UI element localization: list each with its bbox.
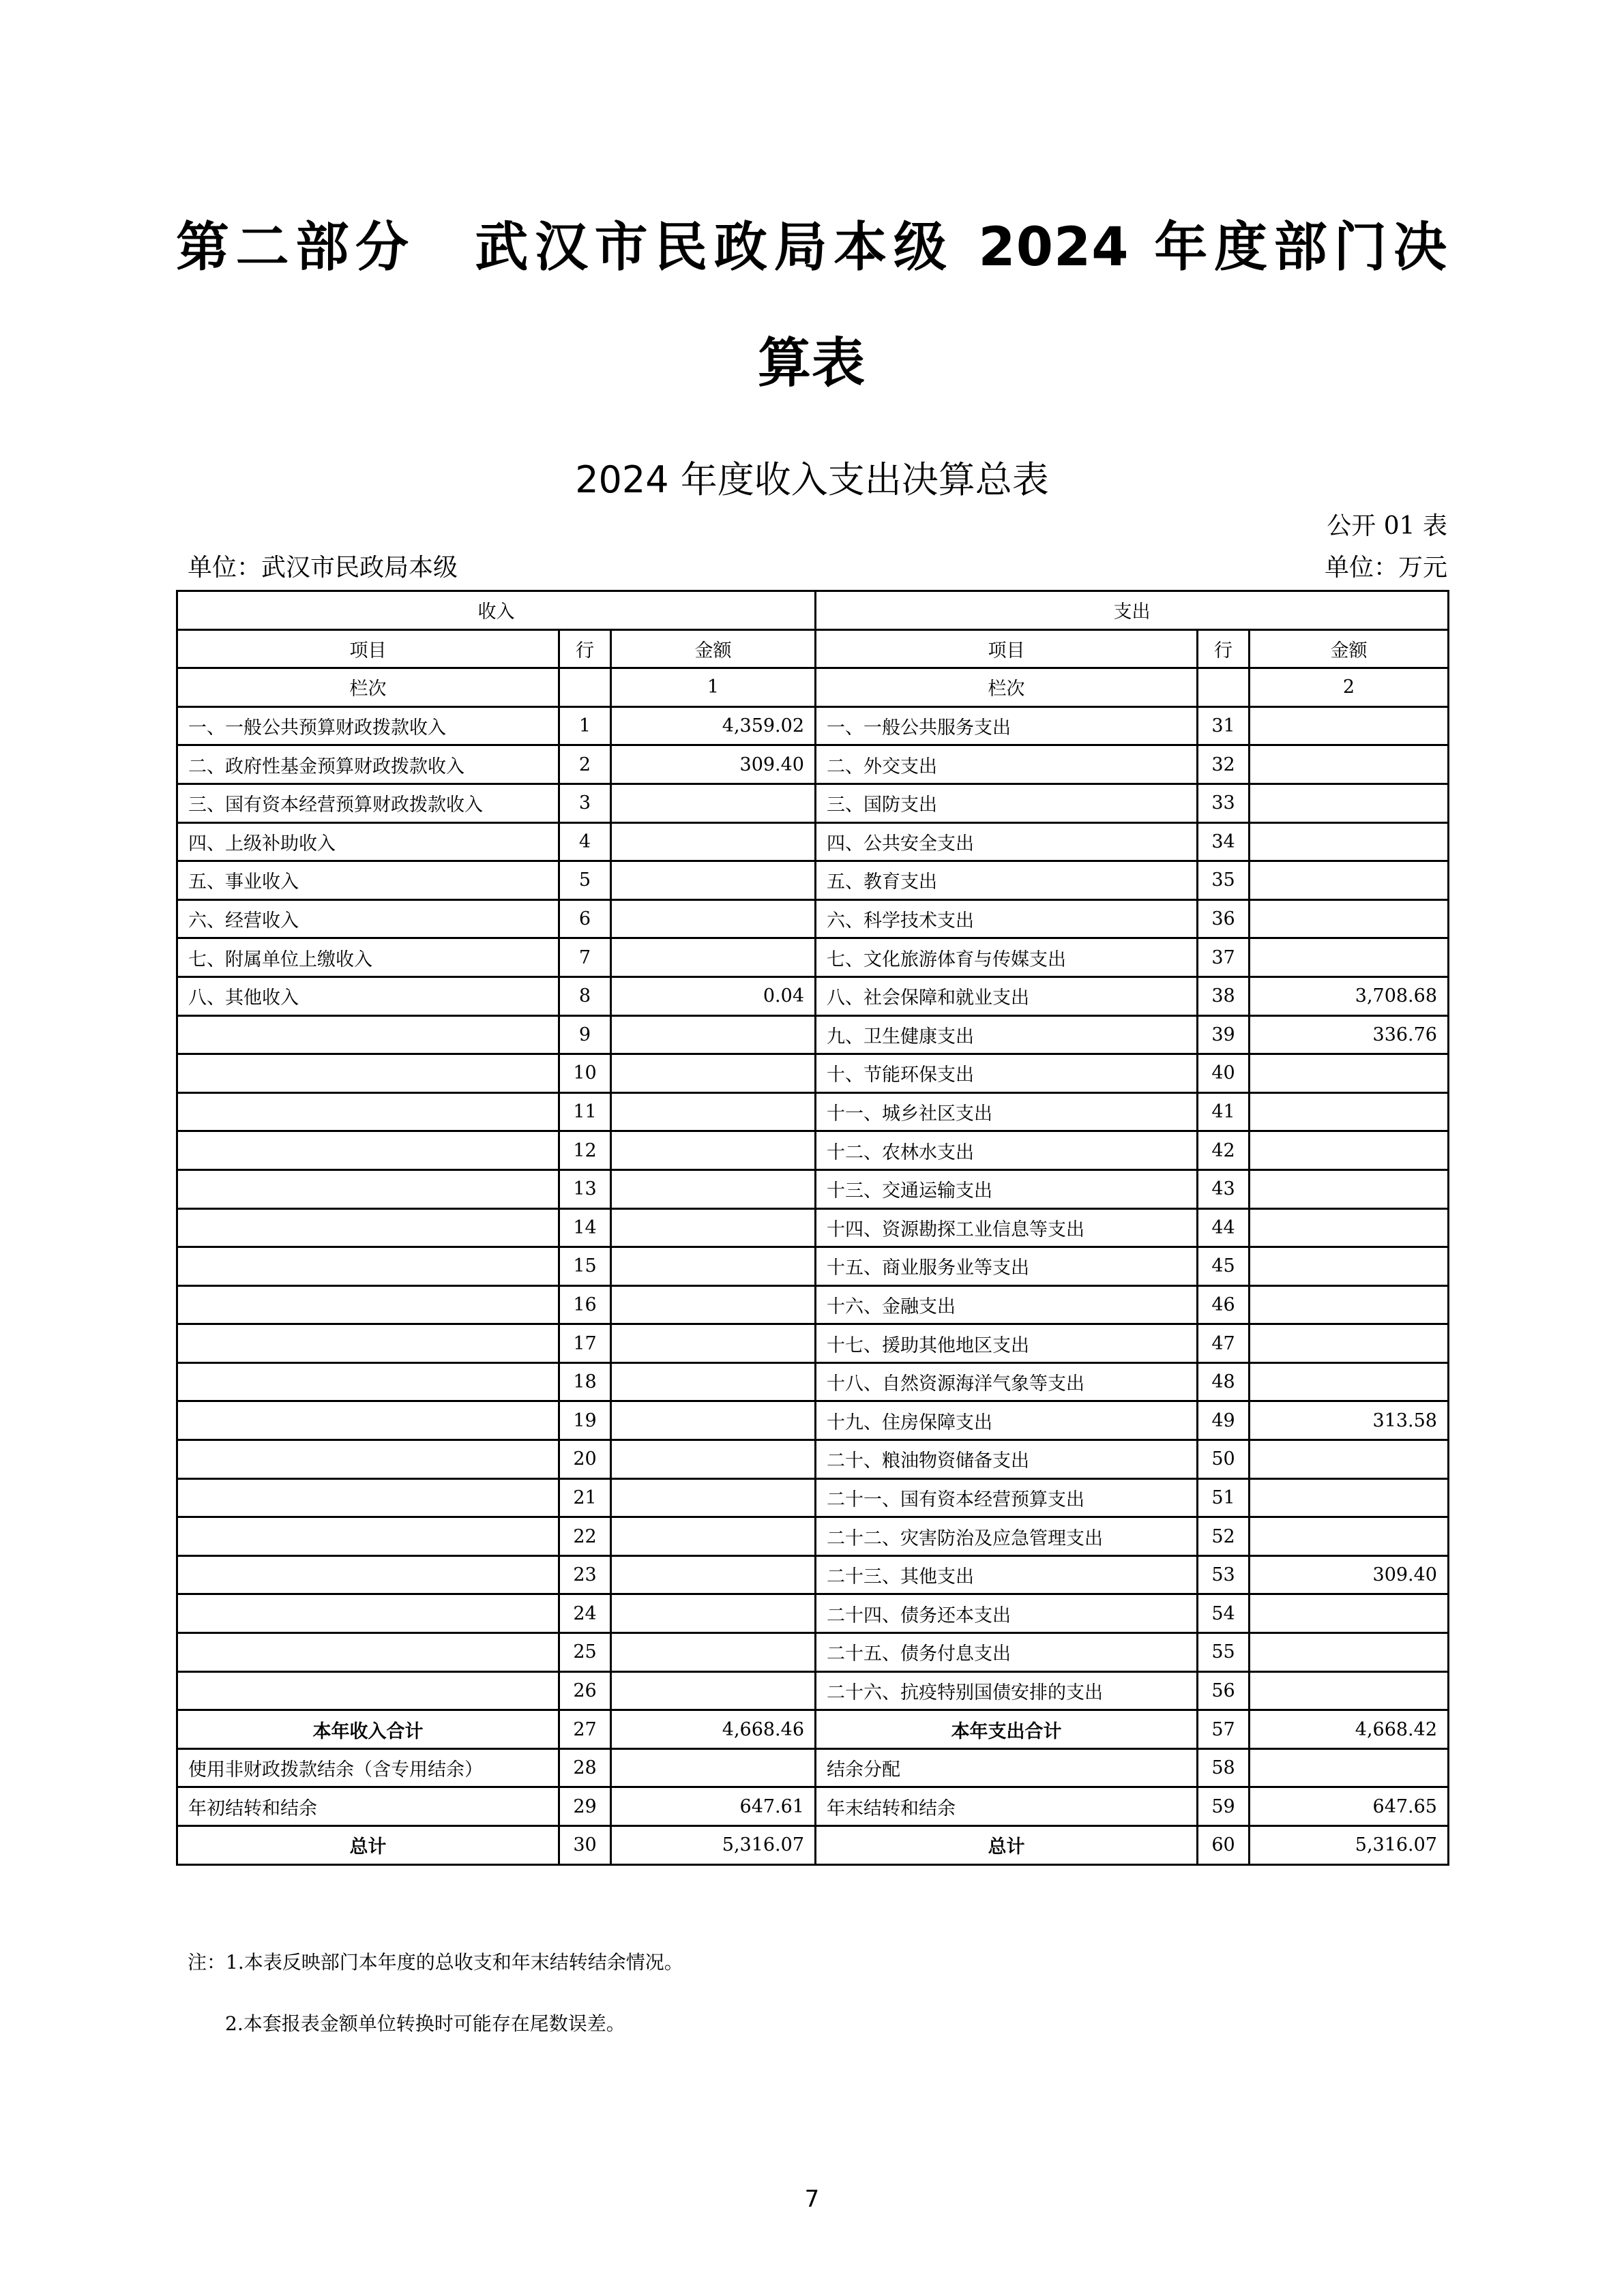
income-item xyxy=(177,1054,559,1093)
expense-line-number: 60 xyxy=(1198,1826,1250,1865)
expense-column-index-label: 栏次 xyxy=(816,668,1198,707)
income-amount: 4,668.46 xyxy=(611,1710,816,1749)
income-item xyxy=(177,1169,559,1208)
income-amount xyxy=(611,784,816,822)
expense-line-number: 56 xyxy=(1198,1671,1250,1710)
expense-line-number: 35 xyxy=(1198,861,1250,900)
income-line-number: 25 xyxy=(559,1633,611,1672)
income-amount xyxy=(611,1208,816,1247)
income-amount xyxy=(611,899,816,938)
income-item xyxy=(177,1362,559,1401)
expense-line-number: 32 xyxy=(1198,745,1250,784)
table-row xyxy=(177,1440,1449,1479)
table-row xyxy=(177,745,1449,784)
table-row xyxy=(177,1324,1449,1363)
income-amount xyxy=(611,861,816,900)
income-line-number: 6 xyxy=(559,899,611,938)
table-row xyxy=(177,1478,1449,1517)
income-line-number: 12 xyxy=(559,1131,611,1170)
expense-amount xyxy=(1250,1169,1449,1208)
expense-amount xyxy=(1250,1054,1449,1093)
table-row xyxy=(177,822,1449,861)
expense-summary-item: 总计 xyxy=(816,1826,1198,1865)
income-line-number: 20 xyxy=(559,1440,611,1479)
income-line-number: 8 xyxy=(559,976,611,1015)
income-line-number: 2 xyxy=(559,745,611,784)
expense-line-number: 59 xyxy=(1198,1787,1250,1826)
income-line-number: 3 xyxy=(559,784,611,822)
expense-amount xyxy=(1250,1440,1449,1479)
expense-line-number: 57 xyxy=(1198,1710,1250,1749)
income-amount xyxy=(611,1054,816,1093)
expense-line-number: 53 xyxy=(1198,1555,1250,1594)
income-item: 四、上级补助收入 xyxy=(177,822,559,861)
expense-line-number: 36 xyxy=(1198,899,1250,938)
income-item xyxy=(177,1015,559,1054)
expense-line-number: 52 xyxy=(1198,1517,1250,1556)
income-amount xyxy=(611,1517,816,1556)
income-line-number: 15 xyxy=(559,1247,611,1286)
table-row xyxy=(177,1633,1449,1672)
expense-amount-header: 金额 xyxy=(1250,629,1449,668)
income-line-number: 30 xyxy=(559,1826,611,1865)
expense-item: 六、科学技术支出 xyxy=(816,899,1198,938)
expense-column-index-line xyxy=(1198,668,1250,707)
expense-item: 九、卫生健康支出 xyxy=(816,1015,1198,1054)
income-section-header: 收入 xyxy=(177,591,816,630)
income-amount xyxy=(611,1748,816,1787)
income-amount xyxy=(611,1633,816,1672)
expense-line-header: 行 xyxy=(1198,629,1250,668)
income-item: 五、事业收入 xyxy=(177,861,559,900)
income-amount xyxy=(611,1285,816,1324)
expense-item: 十六、金融支出 xyxy=(816,1285,1198,1324)
expense-amount xyxy=(1250,1208,1449,1247)
income-amount xyxy=(611,1440,816,1479)
table-row xyxy=(177,1362,1449,1401)
income-column-index-line xyxy=(559,668,611,707)
table-row xyxy=(177,861,1449,900)
income-line-number: 29 xyxy=(559,1787,611,1826)
expense-line-number: 46 xyxy=(1198,1285,1250,1324)
income-line-number: 9 xyxy=(559,1015,611,1054)
expense-line-number: 31 xyxy=(1198,706,1250,745)
income-line-number: 5 xyxy=(559,861,611,900)
income-item xyxy=(177,1401,559,1440)
income-line-number: 17 xyxy=(559,1324,611,1363)
income-line-number: 11 xyxy=(559,1092,611,1131)
expense-amount xyxy=(1250,1478,1449,1517)
income-item: 八、其他收入 xyxy=(177,976,559,1015)
expense-line-number: 38 xyxy=(1198,976,1250,1015)
expense-line-number: 41 xyxy=(1198,1092,1250,1131)
income-amount xyxy=(611,1362,816,1401)
income-summary-item: 年初结转和结余 xyxy=(177,1787,559,1826)
expense-line-number: 43 xyxy=(1198,1169,1250,1208)
income-amount-header: 金额 xyxy=(611,629,816,668)
expense-amount xyxy=(1250,745,1449,784)
income-item: 七、附属单位上缴收入 xyxy=(177,938,559,977)
expense-item: 二、外交支出 xyxy=(816,745,1198,784)
expense-amount: 336.76 xyxy=(1250,1015,1449,1054)
income-summary-item: 总计 xyxy=(177,1826,559,1865)
expense-item: 十一、城乡社区支出 xyxy=(816,1092,1198,1131)
column-header-row xyxy=(177,629,1449,668)
income-item: 六、经营收入 xyxy=(177,899,559,938)
expense-item: 十、节能环保支出 xyxy=(816,1054,1198,1093)
expense-amount xyxy=(1250,822,1449,861)
income-line-header: 行 xyxy=(559,629,611,668)
expense-item: 三、国防支出 xyxy=(816,784,1198,822)
column-index-row xyxy=(177,668,1449,707)
table-row xyxy=(177,784,1449,822)
expense-item: 二十五、债务付息支出 xyxy=(816,1633,1198,1672)
expense-item: 十二、农林水支出 xyxy=(816,1131,1198,1170)
note-1: 注：1.本表反映部门本年度的总收支和年末结转结余情况。 xyxy=(188,1951,683,1973)
income-item xyxy=(177,1671,559,1710)
income-item xyxy=(177,1247,559,1286)
expense-line-number: 49 xyxy=(1198,1401,1250,1440)
expense-amount: 3,708.68 xyxy=(1250,976,1449,1015)
expense-line-number: 40 xyxy=(1198,1054,1250,1093)
income-amount xyxy=(611,1671,816,1710)
income-item xyxy=(177,1555,559,1594)
income-amount: 4,359.02 xyxy=(611,706,816,745)
table-row xyxy=(177,1517,1449,1556)
income-line-number: 21 xyxy=(559,1478,611,1517)
expense-line-number: 48 xyxy=(1198,1362,1250,1401)
expense-item: 十五、商业服务业等支出 xyxy=(816,1247,1198,1286)
expense-amount xyxy=(1250,1092,1449,1131)
expense-amount: 5,316.07 xyxy=(1250,1826,1449,1865)
expense-summary-item: 年末结转和结余 xyxy=(816,1787,1198,1826)
income-item: 二、政府性基金预算财政拨款收入 xyxy=(177,745,559,784)
income-item xyxy=(177,1285,559,1324)
table-row xyxy=(177,1247,1449,1286)
unit-currency: 单位：万元 xyxy=(1324,554,1447,582)
expense-amount xyxy=(1250,938,1449,977)
income-line-number: 7 xyxy=(559,938,611,977)
table-row xyxy=(177,706,1449,745)
income-item xyxy=(177,1092,559,1131)
income-amount: 647.61 xyxy=(611,1787,816,1826)
table-row xyxy=(177,1671,1449,1710)
income-item xyxy=(177,1440,559,1479)
income-summary-item: 使用非财政拨款结余（含专用结余） xyxy=(177,1748,559,1787)
expense-item: 十八、自然资源海洋气象等支出 xyxy=(816,1362,1198,1401)
table-row xyxy=(177,976,1449,1015)
income-item xyxy=(177,1517,559,1556)
income-item xyxy=(177,1633,559,1672)
income-line-number: 19 xyxy=(559,1401,611,1440)
income-amount xyxy=(611,1247,816,1286)
income-item xyxy=(177,1324,559,1363)
expense-section-header: 支出 xyxy=(816,591,1449,630)
expense-item: 二十三、其他支出 xyxy=(816,1555,1198,1594)
expense-line-number: 44 xyxy=(1198,1208,1250,1247)
income-summary-item: 本年收入合计 xyxy=(177,1710,559,1749)
expense-item: 七、文化旅游体育与传媒支出 xyxy=(816,938,1198,977)
expense-line-number: 55 xyxy=(1198,1633,1250,1672)
table-row xyxy=(177,1092,1449,1131)
income-line-number: 10 xyxy=(559,1054,611,1093)
expense-item: 二十一、国有资本经营预算支出 xyxy=(816,1478,1198,1517)
expense-line-number: 39 xyxy=(1198,1015,1250,1054)
income-amount xyxy=(611,1015,816,1054)
income-amount xyxy=(611,1594,816,1633)
income-item xyxy=(177,1478,559,1517)
expense-amount xyxy=(1250,1517,1449,1556)
expense-item: 五、教育支出 xyxy=(816,861,1198,900)
table-row xyxy=(177,1594,1449,1633)
income-item xyxy=(177,1594,559,1633)
expense-amount xyxy=(1250,899,1449,938)
income-amount xyxy=(611,1131,816,1170)
expense-line-number: 34 xyxy=(1198,822,1250,861)
expense-item: 二十、粮油物资储备支出 xyxy=(816,1440,1198,1479)
income-line-number: 4 xyxy=(559,822,611,861)
income-line-number: 13 xyxy=(559,1169,611,1208)
expense-line-number: 45 xyxy=(1198,1247,1250,1286)
income-amount: 0.04 xyxy=(611,976,816,1015)
expense-amount xyxy=(1250,1285,1449,1324)
expense-item: 八、社会保障和就业支出 xyxy=(816,976,1198,1015)
expense-line-number: 50 xyxy=(1198,1440,1250,1479)
expense-amount: 4,668.42 xyxy=(1250,1710,1449,1749)
income-line-number: 18 xyxy=(559,1362,611,1401)
table-row xyxy=(177,1285,1449,1324)
expense-line-number: 47 xyxy=(1198,1324,1250,1363)
table-row xyxy=(177,1401,1449,1440)
expense-item: 二十六、抗疫特别国债安排的支出 xyxy=(816,1671,1198,1710)
summary-row xyxy=(177,1826,1449,1865)
expense-amount: 309.40 xyxy=(1250,1555,1449,1594)
expense-amount xyxy=(1250,1131,1449,1170)
expense-amount: 313.58 xyxy=(1250,1401,1449,1440)
expense-line-number: 54 xyxy=(1198,1594,1250,1633)
income-line-number: 28 xyxy=(559,1748,611,1787)
expense-amount xyxy=(1250,706,1449,745)
expense-amount xyxy=(1250,1324,1449,1363)
table-row xyxy=(177,1208,1449,1247)
expense-item-header: 项目 xyxy=(816,629,1198,668)
table-row xyxy=(177,899,1449,938)
expense-summary-item: 结余分配 xyxy=(816,1748,1198,1787)
note-2: 2.本套报表金额单位转换时可能存在尾数误差。 xyxy=(225,2012,625,2035)
income-expense-table xyxy=(176,590,1449,1866)
income-amount xyxy=(611,938,816,977)
income-amount xyxy=(611,1169,816,1208)
expense-summary-item: 本年支出合计 xyxy=(816,1710,1198,1749)
table-row xyxy=(177,1169,1449,1208)
unit-organization: 单位：武汉市民政局本级 xyxy=(188,554,458,582)
table-row xyxy=(177,1054,1449,1093)
table-row xyxy=(177,938,1449,977)
income-line-number: 16 xyxy=(559,1285,611,1324)
income-item-header: 项目 xyxy=(177,629,559,668)
expense-amount: 647.65 xyxy=(1250,1787,1449,1826)
expense-line-number: 37 xyxy=(1198,938,1250,977)
expense-amount xyxy=(1250,861,1449,900)
expense-column-index-value: 2 xyxy=(1250,668,1449,707)
table-row xyxy=(177,1131,1449,1170)
expense-item: 十七、援助其他地区支出 xyxy=(816,1324,1198,1363)
expense-line-number: 42 xyxy=(1198,1131,1250,1170)
expense-item: 十九、住房保障支出 xyxy=(816,1401,1198,1440)
expense-item: 四、公共安全支出 xyxy=(816,822,1198,861)
expense-amount xyxy=(1250,1362,1449,1401)
income-item xyxy=(177,1131,559,1170)
table-row xyxy=(177,1555,1449,1594)
income-amount: 309.40 xyxy=(611,745,816,784)
income-line-number: 27 xyxy=(559,1710,611,1749)
section-header-row xyxy=(177,591,1449,630)
expense-item: 二十四、债务还本支出 xyxy=(816,1594,1198,1633)
expense-line-number: 33 xyxy=(1198,784,1250,822)
page-number: 7 xyxy=(804,2186,820,2213)
expense-amount xyxy=(1250,1594,1449,1633)
sheet-code: 公开 01 表 xyxy=(1327,512,1447,540)
table-title: 2024 年度收入支出决算总表 xyxy=(575,458,1049,501)
income-amount xyxy=(611,1401,816,1440)
income-column-index-label: 栏次 xyxy=(177,668,559,707)
expense-amount xyxy=(1250,784,1449,822)
income-amount xyxy=(611,1555,816,1594)
income-line-number: 26 xyxy=(559,1671,611,1710)
expense-amount xyxy=(1250,1247,1449,1286)
income-line-number: 14 xyxy=(559,1208,611,1247)
expense-line-number: 51 xyxy=(1198,1478,1250,1517)
expense-item: 一、一般公共服务支出 xyxy=(816,706,1198,745)
income-column-index-value: 1 xyxy=(611,668,816,707)
expense-amount xyxy=(1250,1671,1449,1710)
summary-row xyxy=(177,1787,1449,1826)
income-amount xyxy=(611,1478,816,1517)
expense-amount xyxy=(1250,1633,1449,1672)
income-amount xyxy=(611,1324,816,1363)
income-line-number: 24 xyxy=(559,1594,611,1633)
expense-amount xyxy=(1250,1748,1449,1787)
expense-item: 十三、交通运输支出 xyxy=(816,1169,1198,1208)
income-line-number: 22 xyxy=(559,1517,611,1556)
document-heading-line2: 算表 xyxy=(757,333,866,394)
income-amount xyxy=(611,1092,816,1131)
summary-row xyxy=(177,1710,1449,1749)
income-line-number: 23 xyxy=(559,1555,611,1594)
document-heading xyxy=(176,190,1447,421)
expense-line-number: 58 xyxy=(1198,1748,1250,1787)
summary-row xyxy=(177,1748,1449,1787)
income-amount xyxy=(611,822,816,861)
income-item xyxy=(177,1208,559,1247)
document-heading-line1: 第二部分 武汉市民政局本级 2024 年度部门决 xyxy=(176,217,1447,278)
income-amount: 5,316.07 xyxy=(611,1826,816,1865)
income-item: 一、一般公共预算财政拨款收入 xyxy=(177,706,559,745)
table-row xyxy=(177,1015,1449,1054)
income-item: 三、国有资本经营预算财政拨款收入 xyxy=(177,784,559,822)
expense-item: 二十二、灾害防治及应急管理支出 xyxy=(816,1517,1198,1556)
income-line-number: 1 xyxy=(559,706,611,745)
expense-item: 十四、资源勘探工业信息等支出 xyxy=(816,1208,1198,1247)
